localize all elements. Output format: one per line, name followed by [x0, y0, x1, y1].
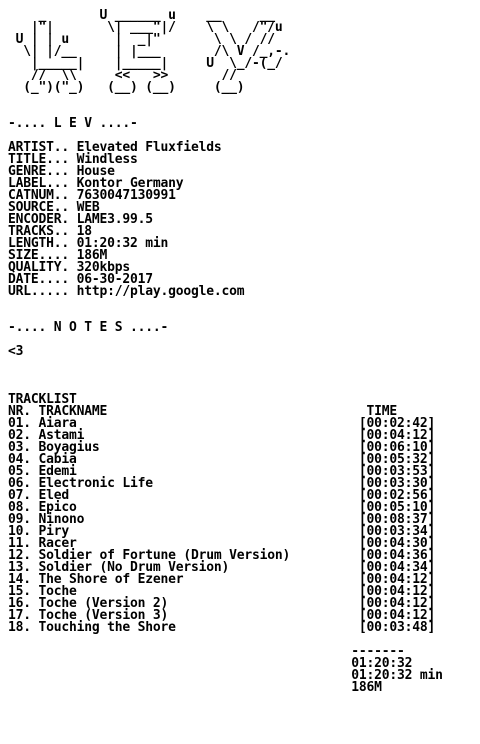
summary-total-length: 01:20:32 min: [351, 668, 443, 683]
track-time: [00:03:34]: [358, 524, 436, 539]
info-value: 186M: [76, 248, 108, 263]
info-value: Elevated Fluxfields: [76, 140, 222, 155]
track-time: [00:04:12]: [358, 428, 436, 443]
info-value: 06-30-2017: [76, 272, 153, 287]
info-value: 320kbps: [76, 260, 131, 275]
track-time: [00:04:30]: [358, 536, 436, 551]
release-info: [8, 142, 443, 298]
track-time: [00:04:12]: [358, 596, 436, 611]
art-line: _ U ______ u __ __: [8, 8, 275, 23]
track-title: 17. Toche (Version 3): [8, 608, 169, 623]
summary-total-time: 01:20:32: [351, 656, 413, 671]
track-title: 12. Soldier of Fortune (Drum Version): [8, 548, 291, 563]
info-value: 7630047130991: [76, 188, 176, 203]
info-value: 18: [76, 224, 92, 239]
info-value: LAME3.99.5: [76, 212, 153, 227]
track-title: 07. Eled: [8, 488, 70, 503]
notes-text: <3: [8, 344, 24, 359]
nfo-document: [8, 0, 443, 694]
art-line: |_____| |_____| U \_/-(_/: [8, 56, 283, 71]
tracklist-title: TRACKLIST: [8, 392, 77, 407]
art-line: U | | u | _|" \ \ / //: [8, 32, 275, 47]
track-title: 01. Aiara: [8, 416, 77, 431]
track-time: [00:02:42]: [358, 416, 436, 431]
tracklist-col-time: TIME: [366, 404, 397, 419]
info-row: [8, 286, 443, 298]
track-time: [00:03:48]: [358, 620, 436, 635]
ascii-logo: [8, 10, 443, 106]
track-time: [00:06:10]: [358, 440, 436, 455]
track-time: [00:02:56]: [358, 488, 436, 503]
info-key: GENRE...: [8, 164, 77, 179]
track-time: [00:03:30]: [358, 476, 436, 491]
art-line: \| |/__ | |___ /\ V /_,-.: [8, 44, 291, 59]
tracklist-col-name: NR. TRACKNAME: [8, 404, 108, 419]
track-title: 03. Boyagius: [8, 440, 100, 455]
track-title: 13. Soldier (No Drum Version): [8, 560, 230, 575]
track-title: 16. Toche (Version 2): [8, 596, 169, 611]
tracklist: [8, 418, 443, 634]
track-title: 15. Toche: [8, 584, 77, 599]
track-time: [00:04:12]: [358, 608, 436, 623]
info-value: House: [76, 164, 115, 179]
info-key: DATE....: [8, 272, 77, 287]
info-key: TRACKS..: [8, 224, 77, 239]
track-time: [00:04:36]: [358, 548, 436, 563]
info-key: URL.....: [8, 284, 77, 299]
track-title: 18. Touching the Shore: [8, 620, 176, 635]
track-title: 09. Ninono: [8, 512, 85, 527]
notes-header: -.... N O T E S ....-: [8, 320, 169, 335]
track-title: 11. Racer: [8, 536, 77, 551]
track-time: [00:04:34]: [358, 560, 436, 575]
summary-rule: -------: [351, 644, 405, 659]
info-value: 01:20:32 min: [76, 236, 169, 251]
track-title: 02. Astami: [8, 428, 85, 443]
track-title: 04. Cabia: [8, 452, 77, 467]
info-value: Kontor Germany: [76, 176, 184, 191]
info-key: CATNUM..: [8, 188, 77, 203]
info-value: WEB: [76, 200, 100, 215]
track-time: [00:05:32]: [358, 452, 436, 467]
track-title: 06. Electronic Life: [8, 476, 153, 491]
info-value: Windless: [76, 152, 138, 167]
info-key: LABEL...: [8, 176, 77, 191]
art-line: (_")("_) (__) (__) (__): [8, 80, 245, 95]
art-line: // \\ << >> //: [8, 68, 237, 83]
release-header: -.... L E V ....-: [8, 116, 138, 131]
info-key: SIZE....: [8, 248, 77, 263]
track-time: [00:04:12]: [358, 584, 436, 599]
track-title: 08. Epico: [8, 500, 77, 515]
track-time: [00:04:12]: [358, 572, 436, 587]
track-time: [00:03:53]: [358, 464, 436, 479]
track-time: [00:08:37]: [358, 512, 436, 527]
info-value: http://play.google.com: [76, 284, 245, 299]
info-key: SOURCE..: [8, 200, 77, 215]
info-key: ENCODER.: [8, 212, 77, 227]
art-line: |"| \| ___"|/ \ \ /"/u: [8, 20, 283, 35]
track-time: [00:05:10]: [358, 500, 436, 515]
track-row: [8, 622, 443, 634]
info-key: LENGTH..: [8, 236, 77, 251]
summary-total-size: 186M: [351, 680, 382, 695]
info-key: TITLE...: [8, 152, 77, 167]
track-title: 05. Edemi: [8, 464, 77, 479]
track-title: 14. The Shore of Ezener: [8, 572, 184, 587]
info-key: ARTIST..: [8, 140, 77, 155]
info-key: QUALITY.: [8, 260, 77, 275]
track-title: 10. Piry: [8, 524, 70, 539]
